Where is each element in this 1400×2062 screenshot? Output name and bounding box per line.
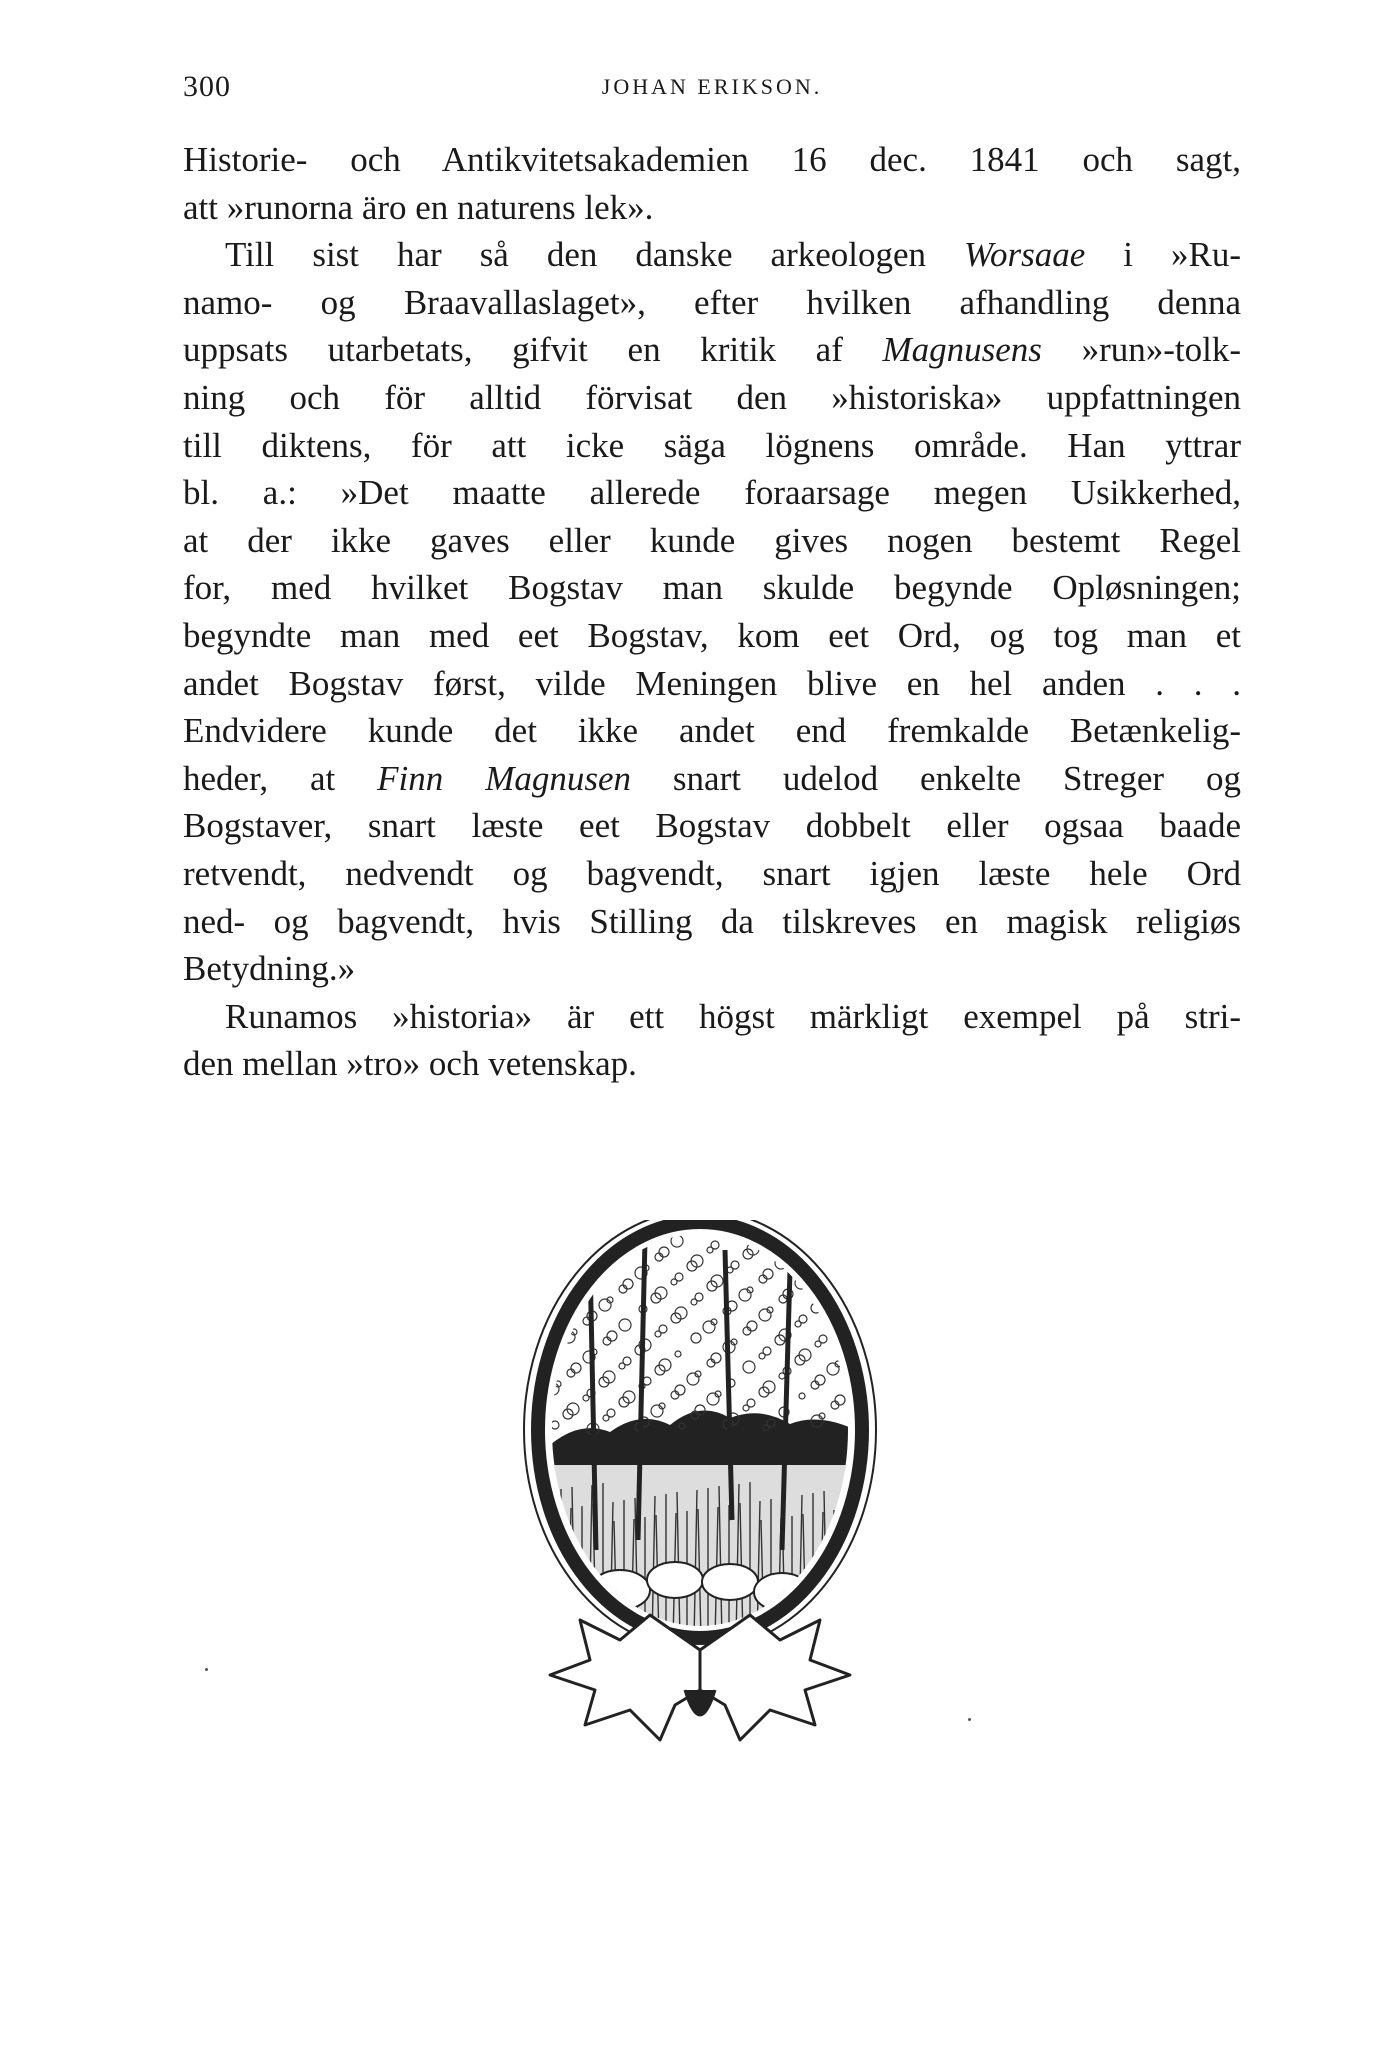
text-line [183, 1040, 1241, 1088]
text-segment: ning och för alltid förvisat den »historiska» uppfattningen [183, 377, 1241, 417]
text-line [183, 707, 1241, 755]
text-segment: i »Ru- [1085, 235, 1241, 275]
text-segment: namo- og Braavallaslaget», efter hvilken afhandling denna [183, 282, 1241, 322]
text-segment: begyndte man med eet Bogstav, kom eet Ord, og tog man et [183, 615, 1241, 655]
text-line [183, 660, 1241, 708]
text-segment: den mellan »tro» och vetenskap. [183, 1044, 637, 1084]
italic-name: Worsaae [964, 235, 1086, 275]
text-segment: »run»-tolk- [1041, 330, 1241, 370]
text-segment: snart udelod enkelte Streger og [631, 758, 1241, 798]
text-segment: bl. a.: »Det maatte allerede foraarsage megen Usikkerhed, [183, 473, 1241, 513]
text-segment: Till sist har så den danske arkeologen [225, 235, 965, 275]
text-line [183, 993, 1241, 1041]
text-line [183, 136, 1241, 184]
text-line [183, 469, 1241, 517]
text-line [183, 850, 1241, 898]
text-segment: for, med hvilket Bogstav man skulde begynde Opløsningen; [183, 568, 1241, 608]
text-line [183, 422, 1241, 470]
text-line [183, 564, 1241, 612]
running-title: JOHAN ERIKSON. [601, 74, 823, 99]
italic-name: Magnusens [882, 330, 1042, 370]
text-line [183, 517, 1241, 565]
text-line [183, 326, 1241, 374]
text-segment: ned- og bagvendt, hvis Stilling da tilskreves en magisk religiøs [183, 901, 1241, 941]
body-text [183, 136, 1241, 1088]
print-speck [205, 1668, 208, 1671]
text-segment: Endvidere kunde det ikke andet end fremkalde Betænkelig- [183, 711, 1241, 751]
text-segment: Betydning.» [183, 949, 356, 989]
text-line [183, 374, 1241, 422]
text-segment: att »runorna äro en naturens lek». [183, 187, 654, 227]
text-line [183, 945, 1241, 993]
text-line [183, 612, 1241, 660]
italic-name: Finn Magnusen [377, 758, 631, 798]
running-head [183, 70, 1241, 110]
landscape-vignette [470, 1220, 930, 1780]
text-line [183, 184, 1241, 232]
text-segment: heder, at [183, 758, 378, 798]
text-segment: till diktens, för att icke säga lögnens område. Han yttrar [183, 425, 1241, 465]
text-segment: uppsats utarbetats, gifvit en kritik af [183, 330, 883, 370]
text-segment: retvendt, nedvendt og bagvendt, snart igjen læste hele Ord [183, 853, 1241, 893]
text-segment: at der ikke gaves eller kunde gives nogen bestemt Regel [183, 520, 1241, 560]
print-speck [968, 1718, 971, 1721]
text-segment: Historie- och Antikvitetsakademien 16 dec. 1841 och sagt, [183, 140, 1241, 179]
text-segment: Runamos »historia» är ett högst märkligt exempel på stri- [225, 996, 1241, 1036]
page-number: 300 [183, 70, 231, 103]
text-line [183, 279, 1241, 327]
text-line [183, 898, 1241, 946]
text-line [183, 755, 1241, 803]
text-line [183, 802, 1241, 850]
text-segment: Bogstaver, snart læste eet Bogstav dobbelt eller ogsaa baade [183, 806, 1241, 846]
text-segment: andet Bogstav først, vilde Meningen blive en hel anden . . . [183, 663, 1241, 703]
text-line [183, 231, 1241, 279]
